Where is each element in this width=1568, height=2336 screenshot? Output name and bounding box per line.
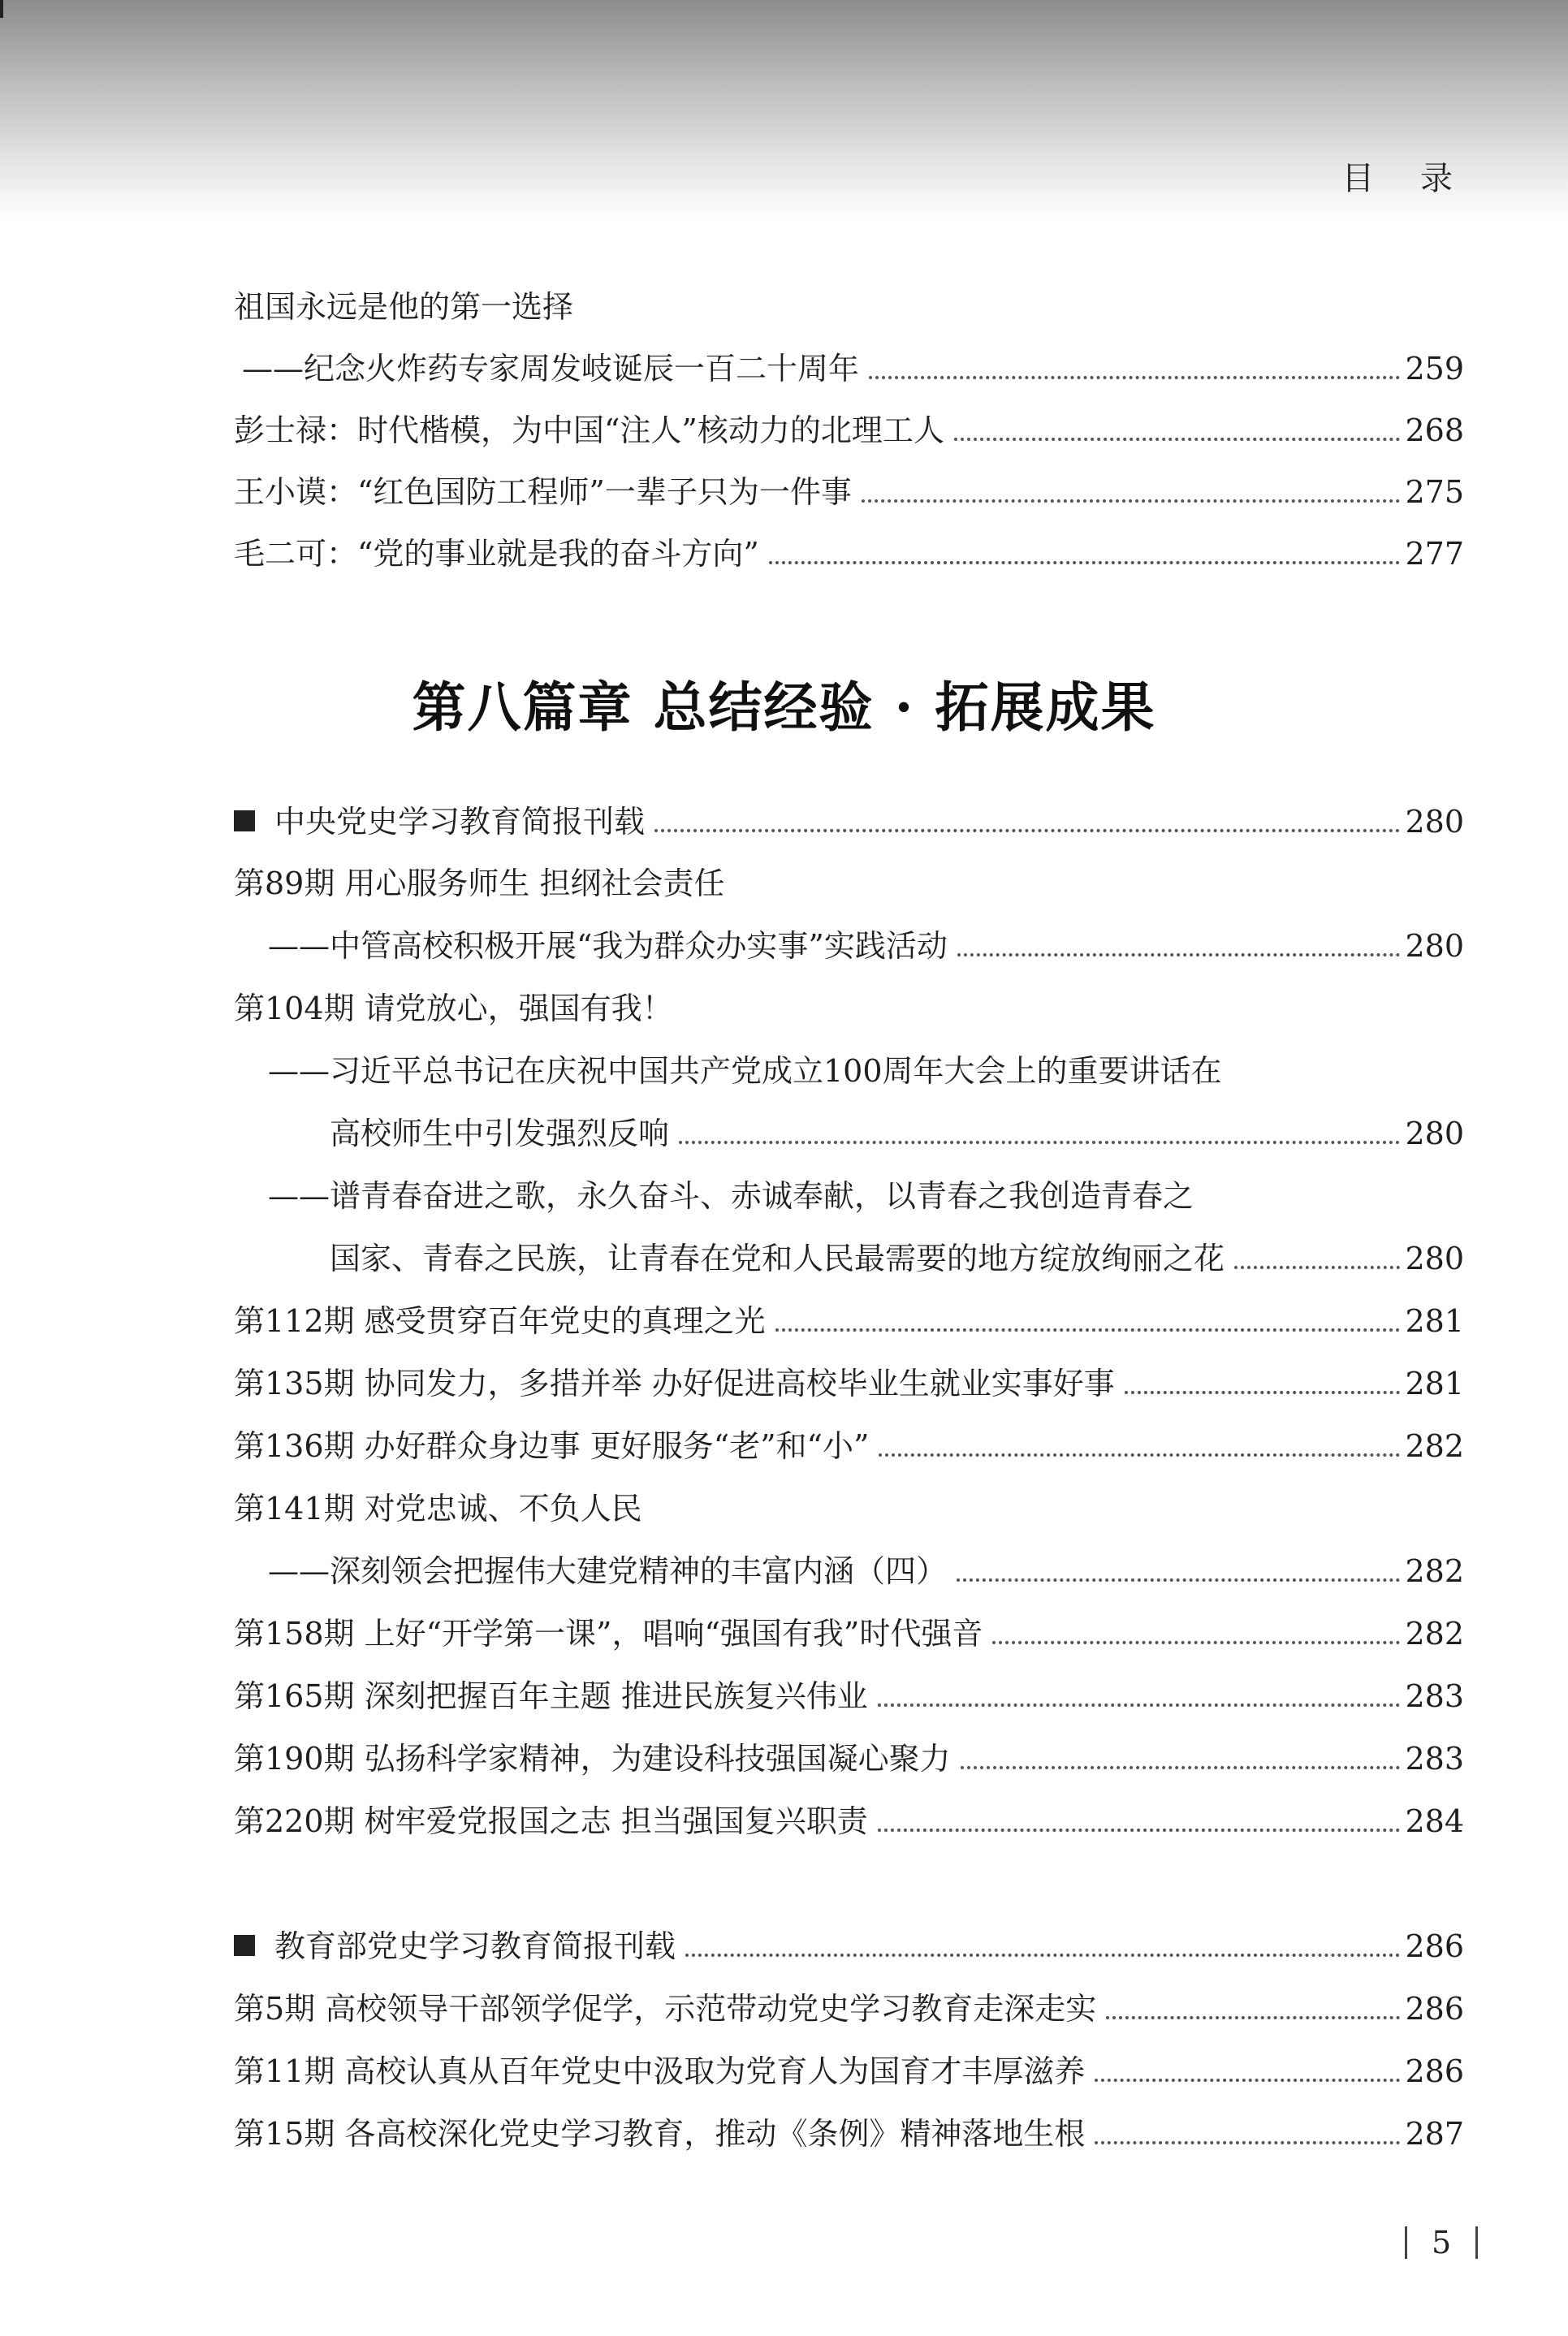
toc-entry[interactable] [234,1488,1464,1530]
toc-entry-title: ——谱青春奋进之歌，永久奋斗、赤诚奉献，以青春之我创造青春之 [268,1178,1194,1214]
leader-dots [654,829,1400,832]
leader-dots [957,953,1401,956]
toc-entry-page: 280 [1405,1241,1464,1276]
toc-entry-title: 第112期 感受贯穿百年党史的真理之光 [234,1303,766,1339]
toc-entry[interactable] [234,1675,1464,1717]
page-number: 5 [1432,2225,1452,2260]
running-title: 目 录 [1341,160,1471,197]
leader-dots [879,1453,1400,1457]
toc-entry-title: 第165期 深刻把握百年主题 推进民族复兴伟业 [234,1678,868,1714]
toc-entry-page: 283 [1405,1741,1464,1777]
square-bullet-icon [234,810,255,831]
toc-entry-title: 第104期 请党放心，强国有我！ [234,991,673,1026]
toc-entry-title: 第158期 上好“开学第一课”，唱响“强国有我”时代强音 [234,1616,983,1652]
toc-entry-title: 第15期 各高校深化党史学习教育，推动《条例》精神落地生根 [234,2116,1086,2152]
divider [1405,2226,1407,2259]
toc-entry-page: 280 [1405,1116,1464,1151]
toc-entry-title: 王小谟：“红色国防工程师”一辈子只为一件事 [234,474,852,510]
toc-entry-title: 第136期 办好群众身边事 更好服务“老”和“小” [234,1428,870,1464]
page-number-footer [1380,2225,1502,2260]
toc-entry[interactable] [330,1112,1464,1155]
leader-dots [961,1766,1401,1769]
toc-entry[interactable] [268,1050,1464,1092]
toc-entry-page: 284 [1405,1803,1464,1839]
section-heading-page: 286 [1405,1928,1464,1964]
toc-entry-page: 281 [1405,1303,1464,1339]
toc-entry-page: 286 [1405,2053,1464,2089]
leader-dots [878,1703,1401,1707]
toc-entry-title: 国家、青春之民族，让青春在党和人民最需要的地方绽放绚丽之花 [330,1241,1225,1276]
section-heading-page: 280 [1405,804,1464,840]
toc-entry[interactable] [268,925,1464,967]
toc-entry-page: 282 [1405,1428,1464,1464]
leader-dots [769,561,1401,564]
toc-entry-page: 282 [1405,1553,1464,1589]
divider [1475,2226,1478,2259]
toc-entry-page: 281 [1405,1366,1464,1401]
leader-dots [775,1328,1401,1332]
toc-entry[interactable] [234,1738,1464,1780]
leader-dots [685,1954,1400,1957]
toc-entry-title: 祖国永远是他的第一选择 [234,289,574,325]
square-bullet-icon [234,1935,255,1956]
toc-entry-page: 280 [1405,928,1464,964]
toc-entry-title: ——深刻领会把握伟大建党精神的丰富内涵（四） [268,1553,948,1589]
toc-entry[interactable] [234,286,1464,328]
toc-entry[interactable] [242,348,1464,390]
toc-entry-title: ——纪念火炸药专家周发岐诞辰一百二十周年 [242,351,860,386]
toc-entry-page: 282 [1405,1616,1464,1652]
section-heading-label: 中央党史学习教育简报刊载 [274,804,646,840]
toc-entry[interactable] [234,533,1464,575]
toc-entry[interactable] [330,1237,1464,1280]
toc-entry-page: 286 [1405,1991,1464,2027]
toc-entry[interactable] [268,1550,1464,1592]
toc-entry[interactable] [268,1175,1464,1217]
leader-dots [869,376,1400,379]
leader-dots [957,1578,1400,1582]
toc-entry-page: 268 [1405,412,1464,448]
toc-entry[interactable] [234,1800,1464,1842]
toc-entry-title: 第190期 弘扬科学家精神，为建设科技强国凝心聚力 [234,1741,951,1777]
toc-entry[interactable] [234,471,1464,513]
toc-entry[interactable] [234,1988,1464,2030]
toc-entry-title: 第89期 用心服务师生 担纲社会责任 [234,866,725,901]
toc-entry-page: 277 [1405,536,1464,572]
toc-entry[interactable] [234,987,1464,1030]
leader-dots [954,438,1401,441]
toc-entry[interactable] [234,1425,1464,1467]
leader-dots [1095,2079,1400,2082]
toc-entry-title: 第5期 高校领导干部领学促学，示范带动党史学习教育走深走实 [234,1991,1097,2027]
toc-entry-page: 259 [1405,351,1464,386]
toc-entry-title: 第220期 树牢爱党报国之志 担当强国复兴职责 [234,1803,868,1839]
leader-dots [862,499,1401,503]
section-heading[interactable] [234,1925,1464,1967]
toc-entry[interactable] [234,409,1464,451]
toc-entry-title: ——中管高校积极开展“我为群众办实事”实践活动 [268,928,948,964]
corner-mark [0,0,3,18]
toc-entry[interactable] [234,1300,1464,1342]
toc-entry[interactable] [234,1362,1464,1405]
section-heading-label: 教育部党史学习教育简报刊载 [274,1928,676,1964]
leader-dots [992,1641,1400,1644]
chapter-title: 第八篇章 总结经验 · 拓展成果 [412,676,1156,739]
toc-entry-title: 第141期 对党忠诚、不负人民 [234,1491,642,1526]
toc-entry-title: 毛二可：“党的事业就是我的奋斗方向” [234,536,759,572]
toc-entry-title: 第135期 协同发力，多措并举 办好促进高校毕业生就业实事好事 [234,1366,1115,1401]
leader-dots [1095,2141,1400,2144]
leader-dots [679,1141,1400,1144]
toc-entry-title: 第11期 高校认真从百年党史中汲取为党育人为国育才丰厚滋养 [234,2053,1086,2089]
toc-entry[interactable] [234,862,1464,905]
toc-entry-page: 283 [1405,1678,1464,1714]
header-band [0,0,1568,219]
toc-entry-title: 彭士禄：时代楷模，为中国“注人”核动力的北理工人 [234,412,944,448]
toc-entry-title: 高校师生中引发强烈反响 [330,1116,670,1151]
toc-entry-page: 275 [1405,474,1464,510]
toc-entry[interactable] [234,2113,1464,2155]
leader-dots [1125,1391,1401,1394]
leader-dots [1234,1266,1400,1269]
toc-entry-title: ——习近平总书记在庆祝中国共产党成立100周年大会上的重要讲话在 [268,1053,1222,1089]
section-heading[interactable] [234,801,1464,843]
toc-entry-page: 287 [1405,2116,1464,2152]
toc-entry[interactable] [234,1613,1464,1655]
leader-dots [1106,2016,1400,2019]
leader-dots [878,1829,1401,1832]
toc-entry[interactable] [234,2050,1464,2092]
